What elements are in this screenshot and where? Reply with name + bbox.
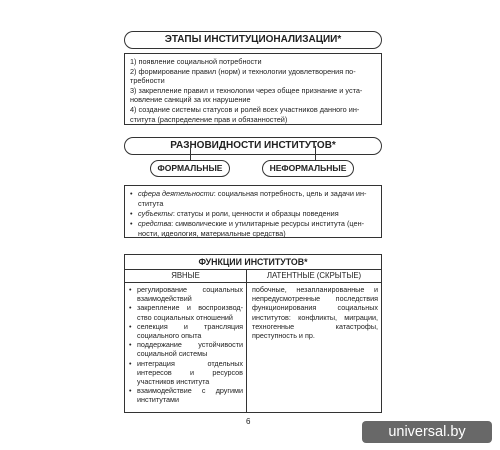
list-item: • сфера деятельности: социальная потребность, цель и задачи ин- ститута xyxy=(138,189,376,209)
explicit-functions xyxy=(129,285,243,405)
stages-title: ЭТАПЫ ИНСТИТУЦИОНАЛИЗАЦИИ* xyxy=(124,31,382,49)
stage-line: новление санкций за их нарушение xyxy=(130,95,251,105)
list-item: • субъекты: статусы и роли, ценности и образцы поведения xyxy=(138,209,376,219)
types-connector-right xyxy=(315,146,317,160)
formal-pill: ФОРМАЛЬНЫЕ xyxy=(150,160,230,177)
functions-title: ФУНКЦИИ ИНСТИТУТОВ* xyxy=(125,255,381,270)
list-item: • взаимодействие с другими институтами xyxy=(137,386,243,404)
list-item: • регулирование социальных взаимодействий xyxy=(137,285,243,303)
stage-line: 4) создание системы статусов и ролей всех участников данного ин- xyxy=(130,104,360,114)
stage-line: 2) формирование правил (норм) и технологии удовлетворения по- xyxy=(130,66,356,76)
list-item: • селекция и трансляция социального опыта xyxy=(137,322,243,340)
stage-line: требности xyxy=(130,76,165,86)
types-title: РАЗНОВИДНОСТИ ИНСТИТУТОВ* xyxy=(124,137,382,155)
list-item: • поддержание устойчивости социальной системы xyxy=(137,340,243,358)
latent-functions: побочные, незапланированные и непредусмотренные последствия функционирования социальных институтов: конфликты, миграции, техногенные катастрофы, преступность и пр. xyxy=(252,285,378,341)
explicit-header: ЯВНЫЕ xyxy=(125,269,246,283)
column-divider xyxy=(246,269,247,412)
list-item: • закрепление и воспроизвод-ство социальных отношений xyxy=(137,303,243,321)
stage-line: ститута (распределение прав и обязанностей) xyxy=(130,114,288,124)
latent-header: ЛАТЕНТНЫЕ (СКРЫТЫЕ) xyxy=(247,269,381,283)
stages-box xyxy=(124,53,382,125)
stage-line: 3) закрепление правил и технологии через общее признание и уста- xyxy=(130,85,363,95)
informal-pill: НЕФОРМАЛЬНЫЕ xyxy=(262,160,354,177)
functions-table xyxy=(124,254,382,413)
page-number: 6 xyxy=(246,417,251,426)
watermark: universal.by xyxy=(362,421,492,443)
types-connector-left xyxy=(190,146,227,160)
types-list xyxy=(124,185,382,238)
stage-line: 1) появление социальной потребности xyxy=(130,57,262,66)
list-item: • средства: символические и утилитарные ресурсы института (цен- ности, идеология, материальные средства) xyxy=(138,219,376,239)
list-item: • интеграция отдельных интересов и ресурсов участников института xyxy=(137,359,243,387)
